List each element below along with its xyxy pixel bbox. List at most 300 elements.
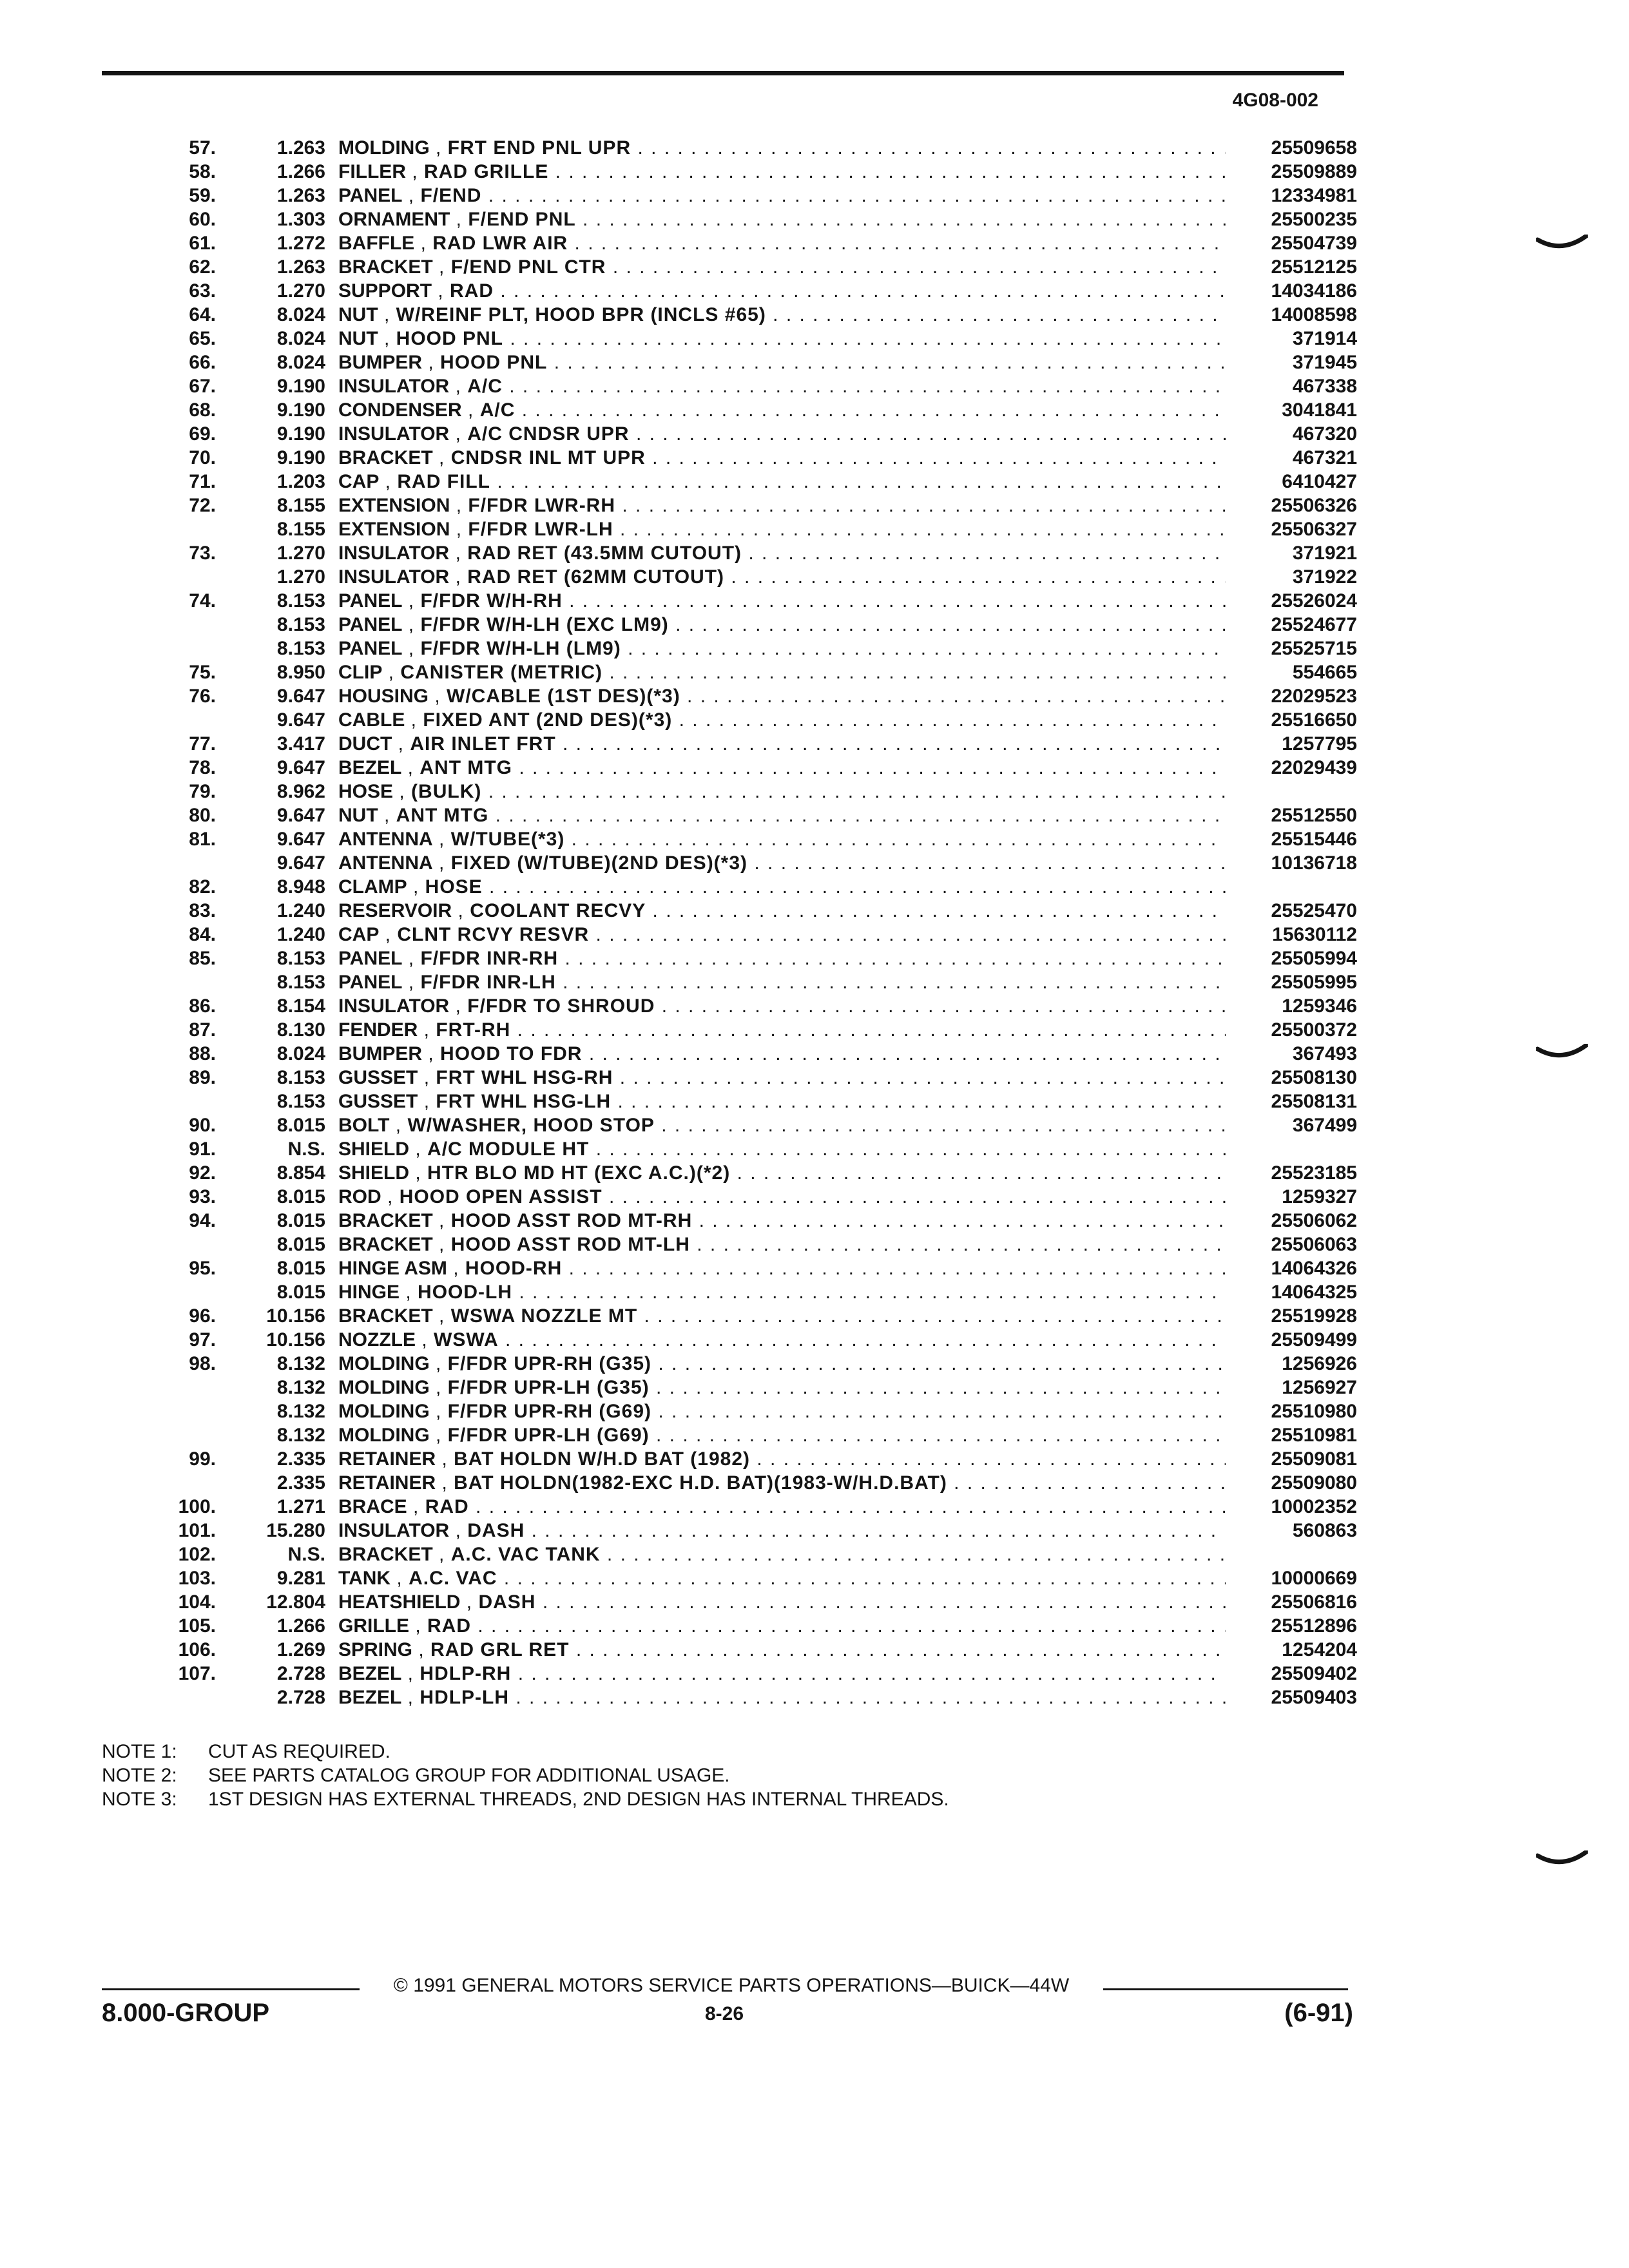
ref-number: 66.	[189, 352, 216, 373]
part-number: 25508131	[1271, 1091, 1357, 1112]
part-number: 22029439	[1271, 757, 1357, 778]
group-number: 9.647	[276, 709, 325, 731]
part-description: BRACKET , WSWA NOZZLE MT . . .	[338, 1304, 1226, 1328]
part-name: NUT	[338, 304, 378, 325]
parts-row	[122, 1614, 1357, 1638]
ref-number: 77.	[189, 733, 216, 754]
part-description: RESERVOIR , COOLANT RECVY . . .	[338, 899, 1226, 923]
parts-row	[122, 1542, 1357, 1566]
part-detail: WSWA NOZZLE MT	[450, 1305, 638, 1327]
group-number: 1.270	[276, 566, 325, 588]
note-text: SEE PARTS CATALOG GROUP FOR ADDITIONAL USAGE.	[208, 1765, 730, 1786]
part-number: 25519928	[1271, 1305, 1357, 1327]
group-number: 1.240	[276, 924, 325, 945]
part-detail: HTR BLO MD HT (EXC A.C.)(*2)	[427, 1162, 731, 1184]
ref-number: 85.	[189, 948, 216, 969]
part-name: CONDENSER	[338, 399, 462, 421]
parts-row	[122, 207, 1357, 231]
parts-row	[122, 231, 1357, 255]
part-number: 25509080	[1271, 1472, 1357, 1494]
part-number: 25524677	[1271, 614, 1357, 635]
ref-number: 72.	[189, 495, 216, 516]
parts-row	[122, 422, 1357, 446]
part-number: 1256927	[1282, 1377, 1357, 1398]
parts-row	[122, 517, 1357, 541]
part-description: RETAINER , BAT HOLDN W/H.D BAT (1982) . . .	[338, 1447, 1226, 1471]
group-number: 8.132	[276, 1401, 325, 1422]
part-detail: F/FDR UPR-RH (G69)	[447, 1401, 652, 1422]
note-line	[102, 1787, 1326, 1811]
part-description: RETAINER , BAT HOLDN(1982-EXC H.D. BAT)(1983-W/H.D.BAT) . . .	[338, 1471, 1226, 1495]
group-number: 9.647	[276, 829, 325, 850]
part-detail: FRT END PNL UPR	[447, 137, 631, 159]
part-description: MOLDING , FRT END PNL UPR . . .	[338, 136, 1226, 160]
group-number: 8.024	[276, 328, 325, 349]
part-name: ORNAMENT	[338, 209, 450, 230]
parts-row	[122, 1209, 1357, 1233]
part-description: INSULATOR , DASH . . .	[338, 1519, 1226, 1542]
parts-row	[122, 1399, 1357, 1423]
group-number: N.S.	[287, 1544, 325, 1565]
group-number: 8.015	[276, 1210, 325, 1231]
group-number: 8.948	[276, 876, 325, 898]
part-name: GRILLE	[338, 1615, 409, 1637]
group-number: 8.024	[276, 304, 325, 325]
note-text: CUT AS REQUIRED.	[208, 1741, 390, 1762]
part-description: MOLDING , F/FDR UPR-RH (G69) . . .	[338, 1399, 1226, 1423]
part-number: 1259346	[1282, 995, 1357, 1017]
part-description: BRACKET , A.C. VAC TANK . . .	[338, 1542, 1226, 1566]
ref-number: 89.	[189, 1067, 216, 1088]
parts-row	[122, 351, 1357, 374]
group-number: 1.270	[276, 280, 325, 302]
parts-row	[122, 613, 1357, 637]
part-number: 3041841	[1282, 399, 1357, 421]
part-name: CAP	[338, 471, 380, 492]
part-number: 25509658	[1271, 137, 1357, 159]
group-number: 1.266	[276, 1615, 325, 1637]
group-number: 8.130	[276, 1019, 325, 1041]
parts-row	[122, 1137, 1357, 1161]
part-number: 467338	[1292, 376, 1357, 397]
ref-number: 69.	[189, 423, 216, 445]
parts-row	[122, 970, 1357, 994]
ref-number: 79.	[189, 781, 216, 802]
group-number: 1.271	[276, 1496, 325, 1517]
part-name: MOLDING	[338, 1401, 430, 1422]
ref-number: 104.	[178, 1591, 216, 1613]
part-number: 467321	[1292, 447, 1357, 468]
group-number: 9.647	[276, 805, 325, 826]
part-name: RESERVOIR	[338, 900, 452, 921]
part-description: CONDENSER , A/C . . .	[338, 398, 1226, 422]
part-number: 1259327	[1282, 1186, 1357, 1207]
group-number: 8.153	[276, 1091, 325, 1112]
parts-row	[122, 756, 1357, 780]
parts-row	[122, 446, 1357, 470]
part-description: BRACE , RAD . . .	[338, 1495, 1226, 1519]
group-number: 1.270	[276, 543, 325, 564]
part-description: BUMPER , HOOD PNL . . .	[338, 351, 1226, 374]
part-description: PANEL , F/END . . .	[338, 184, 1226, 207]
footer-rule-left	[102, 1988, 360, 1990]
parts-row	[122, 732, 1357, 756]
part-name: RETAINER	[338, 1448, 436, 1470]
parts-row	[122, 303, 1357, 327]
part-detail: F/FDR UPR-LH (G35)	[447, 1377, 650, 1398]
parts-row	[122, 1042, 1357, 1066]
part-number: 25506326	[1271, 495, 1357, 516]
part-name: SHIELD	[338, 1139, 410, 1160]
group-number: 2.335	[276, 1448, 325, 1470]
part-detail: F/END	[420, 185, 482, 206]
parts-list	[122, 136, 1357, 1709]
ref-number: 105.	[178, 1615, 216, 1637]
part-number: 14064326	[1271, 1258, 1357, 1279]
binder-hole-mark	[1536, 1850, 1588, 1869]
group-number: 8.024	[276, 352, 325, 373]
part-name: HINGE ASM	[338, 1258, 447, 1279]
part-name: CAP	[338, 924, 380, 945]
parts-row	[122, 541, 1357, 565]
part-name: EXTENSION	[338, 519, 450, 540]
part-detail: F/FDR W/H-LH (EXC LM9)	[420, 614, 669, 635]
part-description: SHIELD , HTR BLO MD HT (EXC A.C.)(*2) . . .	[338, 1161, 1226, 1185]
parts-row	[122, 1519, 1357, 1542]
footer-copyright: © 1991 GENERAL MOTORS SERVICE PARTS OPERATIONS—BUICK—44W	[393, 1975, 1070, 1996]
group-number: 8.015	[276, 1282, 325, 1303]
part-detail: F/FDR W/H-LH (LM9)	[420, 638, 621, 659]
group-number: 1.263	[276, 137, 325, 159]
group-number: 2.335	[276, 1472, 325, 1494]
part-description: PANEL , F/FDR W/H-LH (EXC LM9) . . .	[338, 613, 1226, 637]
parts-row	[122, 899, 1357, 923]
part-name: BRACKET	[338, 1305, 433, 1327]
parts-row	[122, 851, 1357, 875]
part-name: PANEL	[338, 972, 403, 993]
part-description: INSULATOR , A/C . . .	[338, 374, 1226, 398]
part-name: BAFFLE	[338, 233, 415, 254]
part-name: INSULATOR	[338, 376, 450, 397]
part-description: CAP , CLNT RCVY RESVR . . .	[338, 923, 1226, 947]
part-description: BRACKET , HOOD ASST ROD MT-LH . . .	[338, 1233, 1226, 1256]
part-description: NUT , ANT MTG . . .	[338, 803, 1226, 827]
part-description: NOZZLE , WSWA . . .	[338, 1328, 1226, 1352]
footer-page-number: 8-26	[704, 2003, 744, 2024]
part-name: BRACKET	[338, 1544, 433, 1565]
part-detail: RAD	[450, 280, 494, 302]
ref-number: 100.	[178, 1496, 216, 1517]
group-number: 8.153	[276, 972, 325, 993]
ref-number: 64.	[189, 304, 216, 325]
part-name: ANTENNA	[338, 852, 433, 874]
ref-number: 98.	[189, 1353, 216, 1374]
part-description: GRILLE , RAD . . .	[338, 1614, 1226, 1638]
part-detail: A/C	[467, 376, 503, 397]
part-detail: A/C	[479, 399, 516, 421]
part-name: PANEL	[338, 638, 403, 659]
part-name: GUSSET	[338, 1091, 418, 1112]
part-name: BUMPER	[338, 1043, 423, 1064]
parts-row	[122, 184, 1357, 207]
ref-number: 91.	[189, 1139, 216, 1160]
group-number: 9.190	[276, 447, 325, 468]
ref-number: 65.	[189, 328, 216, 349]
part-description: CAP , RAD FILL . . .	[338, 470, 1226, 494]
part-detail: COOLANT RECVY	[470, 900, 646, 921]
part-number: 25506327	[1271, 519, 1357, 540]
parts-row	[122, 923, 1357, 947]
ref-number: 57.	[189, 137, 216, 159]
parts-row	[122, 803, 1357, 827]
group-number: 8.155	[276, 495, 325, 516]
part-name: ROD	[338, 1186, 381, 1207]
group-number: 8.132	[276, 1353, 325, 1374]
part-name: MOLDING	[338, 1377, 430, 1398]
ref-number: 94.	[189, 1210, 216, 1231]
part-description: HINGE ASM , HOOD-RH . . .	[338, 1256, 1226, 1280]
part-description: SPRING , RAD GRL RET . . .	[338, 1638, 1226, 1662]
part-detail: ANT MTG	[396, 805, 489, 826]
part-name: BRACKET	[338, 447, 433, 468]
part-name: HEATSHIELD	[338, 1591, 461, 1613]
part-description: INSULATOR , F/FDR TO SHROUD . . .	[338, 994, 1226, 1018]
ref-number: 81.	[189, 829, 216, 850]
parts-row	[122, 1113, 1357, 1137]
parts-row	[122, 589, 1357, 613]
part-description: BEZEL , HDLP-RH . . .	[338, 1662, 1226, 1686]
part-detail: F/FDR W/H-RH	[420, 590, 563, 611]
part-number: 25509403	[1271, 1687, 1357, 1708]
top-rule	[102, 71, 1344, 75]
part-detail: A.C. VAC TANK	[450, 1544, 601, 1565]
part-description: ORNAMENT , F/END PNL . . .	[338, 207, 1226, 231]
parts-row	[122, 947, 1357, 970]
part-name: PANEL	[338, 948, 403, 969]
part-detail: RAD	[427, 1615, 472, 1637]
group-number: 8.153	[276, 638, 325, 659]
part-detail: F/FDR INR-RH	[420, 948, 559, 969]
footer-group: 8.000-GROUP	[102, 1999, 270, 2027]
group-number: 8.155	[276, 519, 325, 540]
part-number: 560863	[1292, 1520, 1357, 1541]
part-name: BRACE	[338, 1496, 407, 1517]
part-description: BRACKET , CNDSR INL MT UPR . . .	[338, 446, 1226, 470]
part-number: 25510981	[1271, 1425, 1357, 1446]
part-detail: F/FDR TO SHROUD	[467, 995, 655, 1017]
part-number: 10002352	[1271, 1496, 1357, 1517]
group-number: 2.728	[276, 1663, 325, 1684]
part-description: BRACKET , HOOD ASST ROD MT-RH . . .	[338, 1209, 1226, 1233]
part-number: 367499	[1292, 1115, 1357, 1136]
part-name: CLIP	[338, 662, 383, 683]
part-description: HOUSING , W/CABLE (1ST DES)(*3) . . .	[338, 684, 1226, 708]
part-description: TANK , A.C. VAC . . .	[338, 1566, 1226, 1590]
part-description: HOSE , (BULK) . . .	[338, 780, 1226, 803]
note-line	[102, 1763, 1326, 1787]
parts-row	[122, 470, 1357, 494]
group-number: 8.854	[276, 1162, 325, 1184]
parts-row	[122, 994, 1357, 1018]
parts-row	[122, 1280, 1357, 1304]
part-detail: F/FDR INR-LH	[420, 972, 556, 993]
part-number: 12334981	[1271, 185, 1357, 206]
part-name: DUCT	[338, 733, 392, 754]
part-detail: RAD	[425, 1496, 469, 1517]
group-number: 15.280	[266, 1520, 325, 1541]
part-description: PANEL , F/FDR INR-LH . . .	[338, 970, 1226, 994]
note-line	[102, 1740, 1326, 1763]
footer-date: (6-91)	[1284, 1999, 1353, 2027]
parts-row	[122, 398, 1357, 422]
part-number: 25512125	[1271, 256, 1357, 278]
ref-number: 80.	[189, 805, 216, 826]
part-number: 25512896	[1271, 1615, 1357, 1637]
ref-number: 102.	[178, 1544, 216, 1565]
part-name: PANEL	[338, 614, 403, 635]
part-number: 554665	[1292, 662, 1357, 683]
group-number: 10.156	[266, 1305, 325, 1327]
group-number: 1.266	[276, 161, 325, 182]
part-number: 25525470	[1271, 900, 1357, 921]
parts-row	[122, 255, 1357, 279]
part-detail: RAD GRILLE	[424, 161, 549, 182]
part-description: FILLER , RAD GRILLE . . .	[338, 160, 1226, 184]
part-detail: DASH	[478, 1591, 536, 1613]
group-number: 9.190	[276, 399, 325, 421]
parts-row	[122, 1423, 1357, 1447]
parts-row	[122, 1328, 1357, 1352]
part-name: BOLT	[338, 1115, 390, 1136]
part-detail: RAD RET (43.5MM CUTOUT)	[467, 543, 742, 564]
part-number: 371914	[1292, 328, 1357, 349]
part-description: BRACKET , F/END PNL CTR . . .	[338, 255, 1226, 279]
part-name: INSULATOR	[338, 1520, 450, 1541]
ref-number: 93.	[189, 1186, 216, 1207]
part-detail: WSWA	[434, 1329, 499, 1350]
part-number: 25505995	[1271, 972, 1357, 993]
ref-number: 82.	[189, 876, 216, 898]
part-name: SHIELD	[338, 1162, 410, 1184]
parts-row	[122, 1566, 1357, 1590]
group-number: 1.203	[276, 471, 325, 492]
part-name: NUT	[338, 328, 378, 349]
part-number: 14034186	[1271, 280, 1357, 302]
parts-row	[122, 136, 1357, 160]
part-name: BRACKET	[338, 1210, 433, 1231]
binder-hole-mark	[1536, 1044, 1588, 1062]
ref-number: 106.	[178, 1639, 216, 1660]
note-label: NOTE 2:	[102, 1765, 177, 1786]
part-name: BEZEL	[338, 757, 402, 778]
part-detail: FRT WHL HSG-LH	[436, 1091, 612, 1112]
part-detail: HOOD TO FDR	[440, 1043, 583, 1064]
group-number: 9.647	[276, 757, 325, 778]
ref-number: 76.	[189, 686, 216, 707]
part-number: 25508130	[1271, 1067, 1357, 1088]
part-description: BEZEL , HDLP-LH . . .	[338, 1686, 1226, 1709]
part-detail: FRT WHL HSG-RH	[436, 1067, 613, 1088]
part-description: BOLT , W/WASHER, HOOD STOP . . .	[338, 1113, 1226, 1137]
part-detail: CLNT RCVY RESVR	[397, 924, 590, 945]
part-name: PANEL	[338, 185, 403, 206]
part-description: ANTENNA , FIXED (W/TUBE)(2ND DES)(*3) . . .	[338, 851, 1226, 875]
group-number: 9.647	[276, 852, 325, 874]
parts-row	[122, 1447, 1357, 1471]
group-number: 8.132	[276, 1377, 325, 1398]
ref-number: 96.	[189, 1305, 216, 1327]
part-detail: FIXED (W/TUBE)(2ND DES)(*3)	[450, 852, 748, 874]
part-number: 10136718	[1271, 852, 1357, 874]
part-name: ANTENNA	[338, 829, 433, 850]
part-detail: A/C MODULE HT	[427, 1139, 590, 1160]
part-description: SHIELD , A/C MODULE HT . . .	[338, 1137, 1226, 1161]
part-detail: W/WASHER, HOOD STOP	[407, 1115, 655, 1136]
group-number: 9.190	[276, 376, 325, 397]
binder-hole-mark	[1536, 235, 1588, 253]
note-label: NOTE 1:	[102, 1741, 177, 1762]
parts-row	[122, 1495, 1357, 1519]
part-detail: F/FDR LWR-RH	[468, 495, 616, 516]
part-number: 1256926	[1282, 1353, 1357, 1374]
group-number: 10.156	[266, 1329, 325, 1350]
part-name: TANK	[338, 1568, 391, 1589]
group-number: 8.153	[276, 1067, 325, 1088]
part-name: CABLE	[338, 709, 405, 731]
part-number: 25500235	[1271, 209, 1357, 230]
part-detail: A.C. VAC	[409, 1568, 497, 1589]
part-name: BEZEL	[338, 1663, 402, 1684]
note-label: NOTE 3:	[102, 1789, 177, 1810]
part-detail: BAT HOLDN W/H.D BAT (1982)	[454, 1448, 751, 1470]
part-description: ANTENNA , W/TUBE(*3) . . .	[338, 827, 1226, 851]
part-description: FENDER , FRT-RH . . .	[338, 1018, 1226, 1042]
ref-number: 58.	[189, 161, 216, 182]
part-description: BEZEL , ANT MTG . . .	[338, 756, 1226, 780]
ref-number: 95.	[189, 1258, 216, 1279]
group-number: 9.647	[276, 686, 325, 707]
part-name: SUPPORT	[338, 280, 432, 302]
parts-row	[122, 1638, 1357, 1662]
part-name: HINGE	[338, 1282, 400, 1303]
part-name: FENDER	[338, 1019, 418, 1041]
part-number: 25512550	[1271, 805, 1357, 826]
part-name: INSULATOR	[338, 995, 450, 1017]
part-number: 1254204	[1282, 1639, 1357, 1660]
ref-number: 86.	[189, 995, 216, 1017]
parts-row	[122, 1662, 1357, 1686]
part-detail: A/C CNDSR UPR	[467, 423, 630, 445]
ref-number: 60.	[189, 209, 216, 230]
footer-rule-right	[1103, 1988, 1348, 1990]
page-code: 4G08-002	[1232, 90, 1318, 111]
ref-number: 75.	[189, 662, 216, 683]
part-detail: F/FDR LWR-LH	[468, 519, 613, 540]
ref-number: 88.	[189, 1043, 216, 1064]
parts-row	[122, 565, 1357, 589]
ref-number: 68.	[189, 399, 216, 421]
ref-number: 83.	[189, 900, 216, 921]
parts-row	[122, 374, 1357, 398]
note-text: 1ST DESIGN HAS EXTERNAL THREADS, 2ND DESIGN HAS INTERNAL THREADS.	[208, 1789, 949, 1810]
part-detail: ANT MTG	[419, 757, 512, 778]
part-detail: HOOD ASST ROD MT-RH	[450, 1210, 693, 1231]
part-description: GUSSET , FRT WHL HSG-RH . . .	[338, 1066, 1226, 1090]
part-name: CLAMP	[338, 876, 407, 898]
part-number: 25509499	[1271, 1329, 1357, 1350]
part-number: 25509081	[1271, 1448, 1357, 1470]
part-detail: (BULK)	[411, 781, 482, 802]
